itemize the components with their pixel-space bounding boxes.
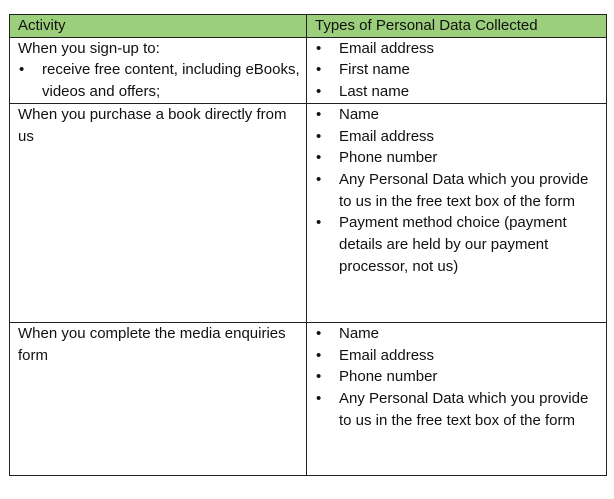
table-row xyxy=(10,103,607,322)
activity-text: When you purchase a book directly from us xyxy=(18,105,287,145)
table-header xyxy=(10,15,607,38)
activity-cell xyxy=(10,322,307,475)
activity-bullet-list xyxy=(18,59,302,102)
data-types-list xyxy=(315,104,602,278)
data-types-list xyxy=(315,323,602,432)
data-type-item: • Email address xyxy=(315,345,602,367)
table-row xyxy=(10,322,607,475)
activity-bullet-item: • receive free content, including eBooks, videos and offers; xyxy=(18,59,302,102)
data-type-item: • Any Personal Data which you provide to us in the free text box of the form xyxy=(315,388,602,431)
data-type-item: • First name xyxy=(315,59,602,81)
header-activity: Activity xyxy=(10,15,307,38)
activity-text: When you complete the media enquiries form xyxy=(18,324,286,364)
data-types-cell xyxy=(307,37,607,103)
data-type-item: • Payment method choice (payment details are held by our payment processor, not us) xyxy=(315,212,602,277)
data-type-item: • Name xyxy=(315,323,602,345)
data-types-list xyxy=(315,38,602,103)
data-type-item: • Last name xyxy=(315,81,602,103)
data-type-item: • Name xyxy=(315,104,602,126)
data-type-item: • Any Personal Data which you provide to us in the free text box of the form xyxy=(315,169,602,212)
data-type-item: • Phone number xyxy=(315,147,602,169)
data-type-item: • Email address xyxy=(315,126,602,148)
table-row xyxy=(10,37,607,103)
activity-cell xyxy=(10,37,307,103)
data-types-cell xyxy=(307,103,607,322)
activity-cell xyxy=(10,103,307,322)
data-types-cell xyxy=(307,322,607,475)
header-row xyxy=(10,15,607,38)
activity-text: When you sign-up to: xyxy=(18,39,160,57)
data-type-item: • Email address xyxy=(315,38,602,60)
personal-data-table xyxy=(9,14,607,476)
header-data-types: Types of Personal Data Collected xyxy=(307,15,607,38)
data-type-item: • Phone number xyxy=(315,366,602,388)
table-body xyxy=(10,37,607,475)
